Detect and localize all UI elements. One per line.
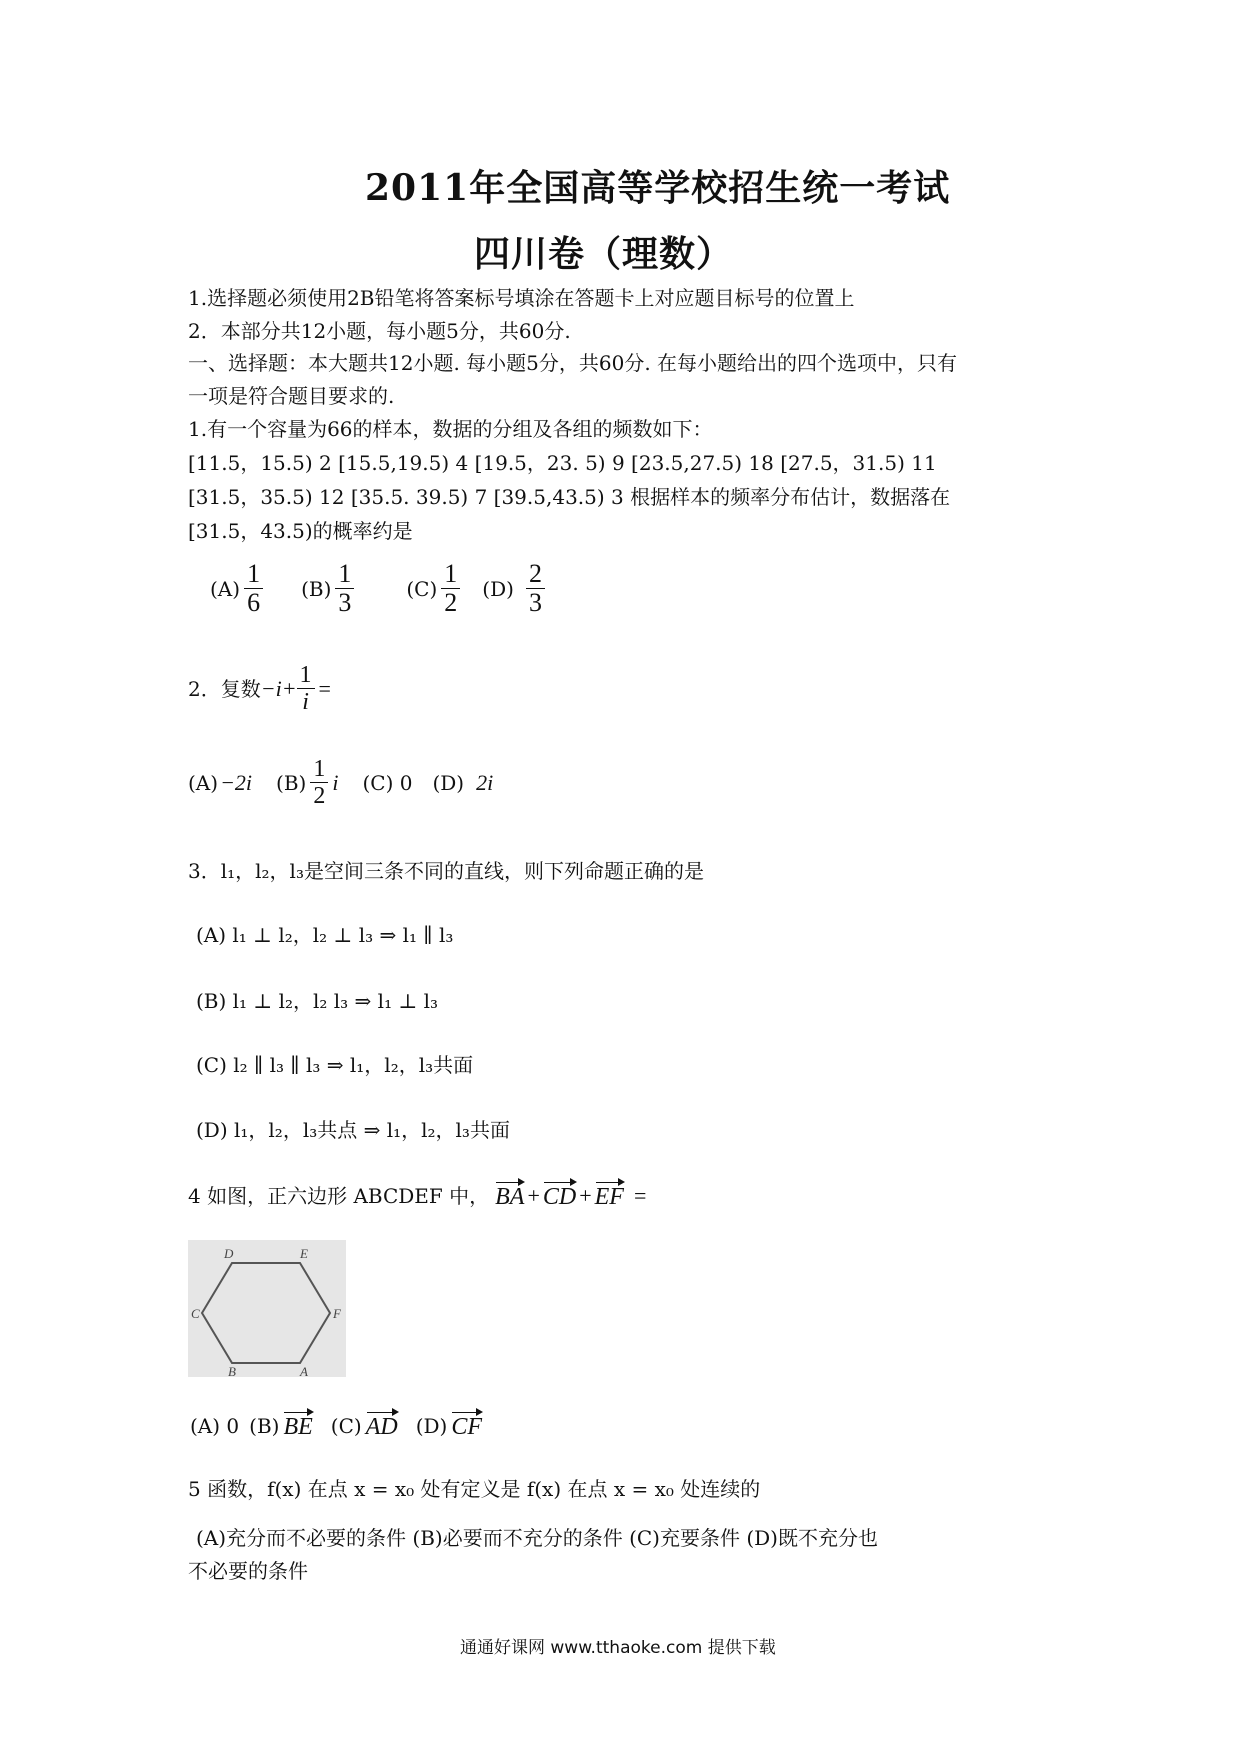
q4-vector-cd: CD	[543, 1180, 576, 1211]
q4-stem	[188, 1180, 646, 1211]
section-heading-line1: 一、选择题：本大题共12小题. 每小题5分，共60分. 在每小题给出的四个选项中，只有	[188, 351, 958, 375]
q4-vector-ef: EF	[595, 1180, 624, 1211]
q4-stem-text: 4 如图，正六边形 ABCDEF 中，	[188, 1183, 490, 1208]
q5-options-line2: 不必要的条件	[188, 1559, 308, 1583]
section-heading-line2: 一项是符合题目要求的.	[188, 384, 395, 408]
q4-equals: =	[633, 1182, 647, 1208]
instruction-2: 2．本部分共12小题，每小题5分，共60分.	[188, 319, 571, 343]
hexagon-shape	[202, 1263, 330, 1363]
q2-option-d: 2i	[476, 769, 494, 795]
instruction-1: 1.选择题必须使用2B铅笔将答案标号填涂在答题卡上对应题目标号的位置上	[188, 286, 855, 310]
q4-plus-2: +	[579, 1182, 592, 1208]
q4-vector-ba: BA	[495, 1180, 524, 1211]
q2-option-b-tail: i	[332, 769, 339, 795]
q2-option-a: −2i	[220, 769, 253, 795]
q2-option-b-fraction: $\frac{1}{2}$	[310, 756, 328, 809]
q2-option-d-label: (D)	[432, 770, 465, 795]
q4-plus-1: +	[527, 1182, 540, 1208]
vertex-label-c: C	[191, 1306, 200, 1321]
q2-options	[188, 756, 493, 809]
q1-option-b-label: (B)	[301, 576, 332, 601]
vertex-label-a: A	[300, 1364, 308, 1377]
vertex-label-b: B	[228, 1364, 236, 1377]
q2-prefix: 2．复数	[188, 676, 261, 701]
q1-options	[210, 560, 549, 617]
q1-option-d-fraction: $\frac{2}{3}$	[526, 560, 545, 617]
q4-options	[190, 1410, 482, 1441]
hexagon-figure	[188, 1240, 346, 1377]
q5-stem: 5 函数，f(x) 在点 x = x₀ 处有定义是 f(x) 在点 x = x₀ 处连续的	[188, 1477, 761, 1501]
q1-data-line1: [11.5，15.5) 2 [15.5,19.5) 4 [19.5，23. 5) 9 [23.5,27.5) 18 [27.5，31.5) 11	[188, 451, 937, 475]
q5-options-line1: (A)充分而不必要的条件 (B)必要而不充分的条件 (C)充要条件 (D)既不充分也	[196, 1526, 878, 1550]
page-title: 2011年全国高等学校招生统一考试	[365, 167, 951, 209]
q1-option-d-label: (D)	[482, 576, 514, 601]
q2-option-c: (C) 0	[362, 770, 413, 795]
q2-expr-post: =	[318, 675, 331, 701]
q1-stem: 1.有一个容量为66的样本，数据的分组及各组的频数如下：	[188, 417, 713, 441]
q4-option-b-vector: BE	[283, 1410, 312, 1441]
q4-option-c-vector: AD	[366, 1410, 398, 1441]
hexagon-diagram	[188, 1240, 346, 1377]
q3-stem: 3．l₁，l₂，l₃是空间三条不同的直线，则下列命题正确的是	[188, 859, 704, 883]
q3-option-d: (D) l₁，l₂，l₃共点 ⇒ l₁，l₂，l₃共面	[196, 1118, 510, 1142]
q1-data-line3: [31.5，43.5)的概率约是	[188, 519, 413, 543]
q3-option-b: (B) l₁ ⊥ l₂，l₂ l₃ ⇒ l₁ ⊥ l₃	[196, 989, 439, 1013]
q3-option-c: (C) l₂ ∥ l₃ ∥ l₃ ⇒ l₁，l₂，l₃共面	[196, 1053, 474, 1077]
footer-credit: 通通好课网 www.tthaoke.com 提供下载	[460, 1638, 776, 1658]
q3-option-a: (A) l₁ ⊥ l₂，l₂ ⊥ l₃ ⇒ l₁ ∥ l₃	[196, 923, 454, 947]
q2-fraction: $\frac{1}{i}$	[297, 662, 315, 715]
q4-option-d-vector: CF	[451, 1410, 482, 1441]
q1-option-c-fraction: $\frac{1}{2}$	[441, 560, 460, 617]
q2-option-b-label: (B)	[276, 770, 307, 795]
q2-expr-pre: −i+	[260, 675, 297, 701]
vertex-label-f: F	[333, 1306, 341, 1321]
q1-option-c-label: (C)	[406, 576, 438, 601]
vertex-label-d: D	[224, 1246, 234, 1261]
q4-option-a: (A) 0	[190, 1413, 240, 1438]
q1-data-line2: [31.5，35.5) 12 [35.5. 39.5) 7 [39.5,43.5) 3 根据样本的频率分布估计，数据落在	[188, 485, 951, 509]
q4-option-c-label: (C)	[330, 1413, 362, 1438]
q1-option-b-fraction: $\frac{1}{3}$	[335, 560, 354, 617]
q1-option-a-label: (A)	[210, 576, 241, 601]
q1-option-a-fraction: $\frac{1}{6}$	[244, 560, 263, 617]
q4-option-b-label: (B)	[249, 1413, 280, 1438]
q2-stem	[188, 662, 331, 715]
q4-option-d-label: (D)	[415, 1413, 448, 1438]
vertex-label-e: E	[300, 1246, 308, 1261]
page-subtitle: 四川卷（理数）	[474, 233, 734, 275]
q2-option-a-label: (A)	[188, 770, 219, 795]
